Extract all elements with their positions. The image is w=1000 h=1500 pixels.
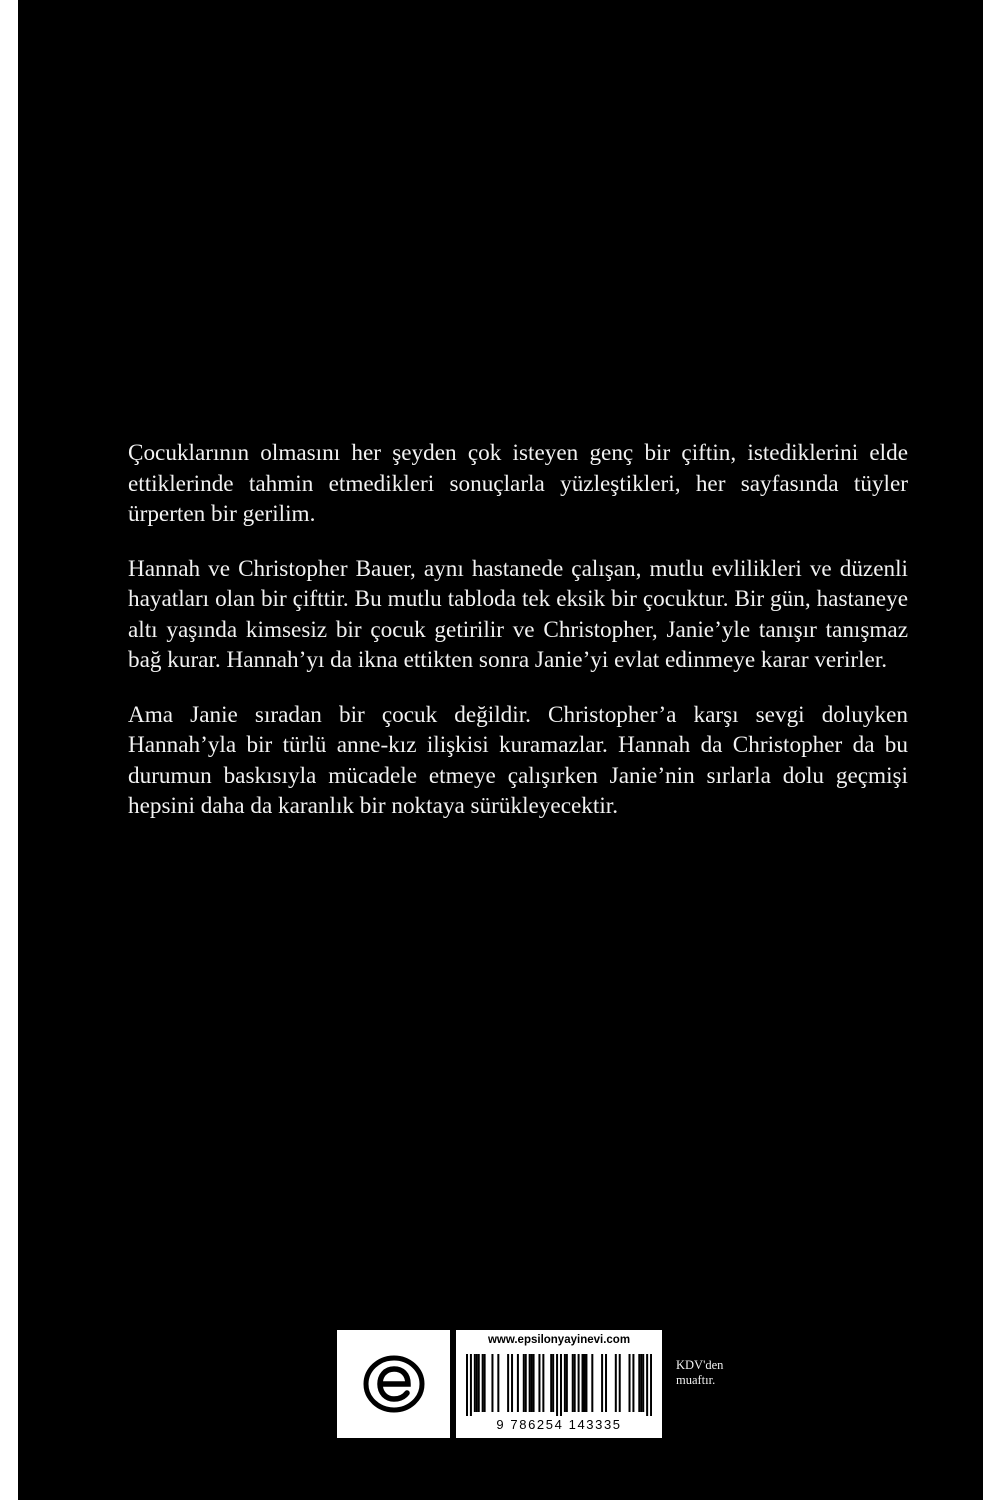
barcode-bar [478, 1354, 480, 1412]
barcode-bar [566, 1354, 568, 1412]
barcode-bar [523, 1354, 525, 1412]
barcode-bar [517, 1354, 519, 1412]
blurb-paragraph-2: Hannah ve Christopher Bauer, aynı hastanede çalışan, mutlu evlilikleri ve düzenli hayatları olan bir çifttir. Bu mutlu tabloda tek eksik bir çocuktur. Bir gün, hastaneye altı yaşında kimsesiz bir çocuk getirilir ve Christopher, Janie’yle tanışır tanışmaz bağ kurar. Hannah’yı da ikna ettikten sonra Janie’yi evlat edinmeye karar verirler. [128, 555, 908, 673]
back-cover [18, 0, 983, 1500]
barcode-bar [591, 1354, 593, 1412]
tax-note-line-2: muaftır. [676, 1373, 716, 1387]
blurb-paragraph-3: Ama Janie sıradan bir çocuk değildir. Christopher’a karşı sevgi doluyken Hannah’yla bir türlü anne-kız ilişkisi kuramazlar. Hannah da Christopher da bu durumun baskısıyla mücadele etmeye çalışırken Janie’nin sırlarla dolu geçmişi hepsini daha da karanlık bir noktaya sürükleyecektir. [128, 701, 908, 819]
publisher-logo-panel [337, 1330, 450, 1438]
barcode-panel [456, 1330, 662, 1438]
barcode-bar [629, 1354, 631, 1412]
barcode-bar [470, 1354, 472, 1416]
barcode-bar [550, 1354, 552, 1412]
barcode-bar [582, 1354, 584, 1412]
barcode-bar [572, 1354, 574, 1412]
isbn-number: 9 786254 143335 [496, 1417, 622, 1432]
barcode-bar [556, 1354, 558, 1416]
tax-note-line-1: KDV'den [676, 1358, 724, 1372]
barcode-bar [529, 1354, 531, 1412]
barcode-bar [640, 1354, 642, 1412]
epsilon-logo-icon [363, 1354, 425, 1414]
barcode-bar [605, 1354, 607, 1412]
barcode-bar [531, 1354, 533, 1412]
barcode-bar [484, 1354, 486, 1412]
barcode-bar [552, 1354, 554, 1412]
barcode-bar [578, 1354, 580, 1412]
barcode-bar [533, 1354, 535, 1412]
tax-exempt-note [676, 1358, 756, 1388]
barcode-bar [491, 1354, 493, 1412]
barcode-bar [619, 1354, 621, 1412]
barcode-bar [632, 1354, 634, 1412]
isbn-barcode [466, 1354, 652, 1416]
barcode-bar [560, 1354, 562, 1416]
barcode-bar [542, 1354, 544, 1412]
barcode-bar [585, 1354, 587, 1412]
barcode-bar [642, 1354, 644, 1412]
barcode-bar [538, 1354, 540, 1412]
barcode-bar [474, 1354, 476, 1412]
barcode-bar [476, 1354, 478, 1412]
barcode-bar [615, 1354, 617, 1412]
barcode-bar [466, 1354, 468, 1416]
barcode-bar [638, 1354, 640, 1412]
barcode-bar [646, 1354, 648, 1416]
barcode-bar [574, 1354, 576, 1412]
publisher-website: www.epsilonyayinevi.com [487, 1334, 631, 1346]
barcode-bar [601, 1354, 603, 1412]
barcode-bar [482, 1354, 484, 1412]
barcode-bar [525, 1354, 527, 1412]
barcode-bar [497, 1354, 499, 1412]
barcode-bar [583, 1354, 585, 1412]
blurb-text [128, 438, 908, 846]
barcode-bar [650, 1354, 652, 1416]
barcode-bar [507, 1354, 509, 1412]
barcode-bar [511, 1354, 513, 1412]
blurb-paragraph-1: Çocuklarının olmasını her şeyden çok isteyen genç bir çiftin, istediklerini elde ettiklerinde tahmin etmedikleri sonuçlarla yüzleştikleri, her sayfasında tüyler ürperten bir gerilim. [128, 440, 908, 527]
barcode-bar [564, 1354, 566, 1412]
